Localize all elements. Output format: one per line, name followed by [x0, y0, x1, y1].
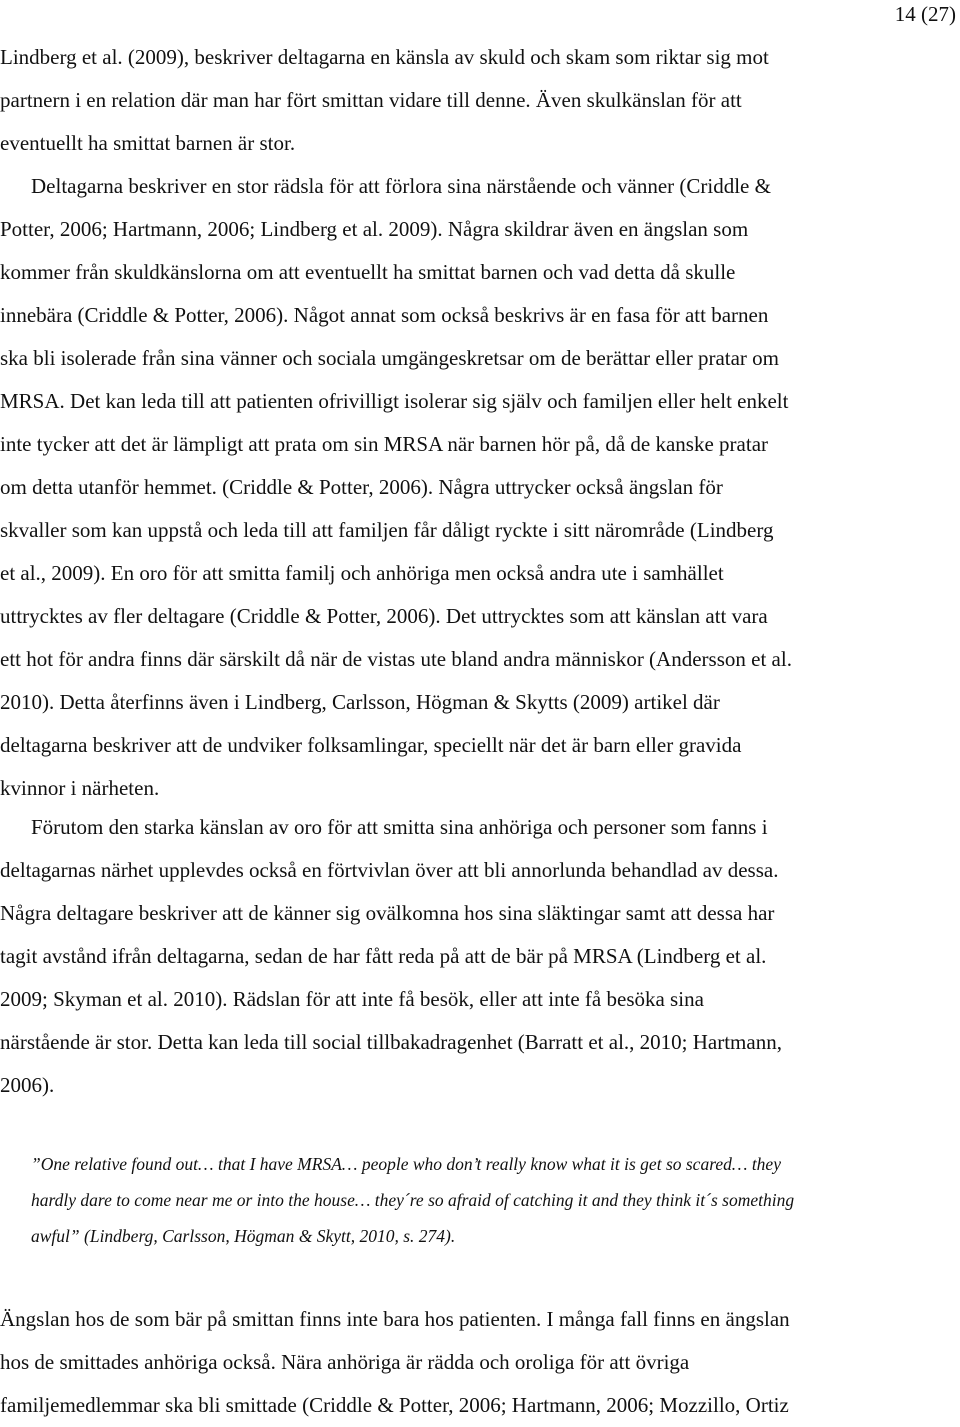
page-number: 14 (27): [894, 2, 956, 26]
text-line: et al., 2009). En oro för att smitta familj och anhöriga men också andra ute i samhället: [0, 561, 724, 585]
text-line: partnern i en relation där man har fört smittan vidare till denne. Även skulkänslan för att: [0, 88, 742, 112]
paragraph-2: [0, 165, 948, 810]
text-line: hos de smittades anhöriga också. Nära anhöriga är rädda och oroliga för att övriga: [0, 1350, 690, 1374]
text-line: Ängslan hos de som bär på smittan finns inte bara hos patienten. I många fall finns en ängslan: [0, 1307, 790, 1331]
text-line: 2006).: [0, 1073, 55, 1097]
paragraph-4: [0, 1298, 948, 1427]
text-line: närstående är stor. Detta kan leda till social tillbakadragenhet (Barratt et al., 2010; Hartmann,: [0, 1030, 782, 1054]
quote-line: awful” (Lindberg, Carlsson, Högman & Skytt, 2010, s. 274).: [31, 1226, 456, 1246]
text-line: Lindberg et al. (2009), beskriver deltagarna en känsla av skuld och skam som riktar sig mot: [0, 45, 769, 69]
text-line: kvinnor i närheten.: [0, 776, 160, 800]
paragraph-1: [0, 36, 948, 165]
text-line: 2009; Skyman et al. 2010). Rädslan för att inte få besök, eller att inte få besöka sina: [0, 987, 704, 1011]
text-line: deltagarna beskriver att de undviker folksamlingar, speciellt när det är barn eller gravida: [0, 733, 742, 757]
text-line: eventuellt ha smittat barnen är stor.: [0, 131, 296, 155]
text-line: uttrycktes av fler deltagare (Criddle & Potter, 2006). Det uttrycktes som att känslan att vara: [0, 604, 768, 628]
text-line: familjemedlemmar ska bli smittade (Criddle & Potter, 2006; Hartmann, 2006; Mozzillo, Ortiz: [0, 1393, 789, 1417]
text-line: innebära (Criddle & Potter, 2006). Något annat som också beskrivs är en fasa för att barnen: [0, 303, 769, 327]
text-line: om detta utanför hemmet. (Criddle & Potter, 2006). Några uttrycker också ängslan för: [0, 475, 723, 499]
text-line: skvaller som kan uppstå och leda till att familjen får dåligt ryckte i sitt närområde (Lindberg: [0, 518, 774, 542]
text-line: Potter, 2006; Hartmann, 2006; Lindberg et al. 2009). Några skildrar även en ängslan som: [0, 217, 749, 241]
text-line: MRSA. Det kan leda till att patienten ofrivilligt isolerar sig själv och familjen eller helt enkelt: [0, 389, 789, 413]
quote-line: hardly dare to come near me or into the house… they´re so afraid of catching it and they think it´s something: [31, 1190, 795, 1210]
text-line: Deltagarna beskriver en stor rädsla för att förlora sina närstående och vänner (Criddle &: [31, 174, 771, 198]
quote-line: ”One relative found out… that I have MRSA… people who don’t really know what it is get so scared… they: [31, 1154, 781, 1174]
text-line: tagit avstånd ifrån deltagarna, sedan de har fått reda på att de bär på MRSA (Lindberg et al.: [0, 944, 767, 968]
text-line: inte tycker att det är lämpligt att prata om sin MRSA när barnen hör på, då de kanske pratar: [0, 432, 769, 456]
text-line: deltagarnas närhet upplevdes också en förtvivlan över att bli annorlunda behandlad av dessa.: [0, 858, 779, 882]
block-quote: [31, 1146, 941, 1254]
text-line: Några deltagare beskriver att de känner sig ovälkomna hos sina släktingar samt att dessa har: [0, 901, 775, 925]
paragraph-3: [0, 806, 948, 1107]
text-line: 2010). Detta återfinns även i Lindberg, Carlsson, Högman & Skytts (2009) artikel där: [0, 690, 720, 714]
text-line: kommer från skuldkänslorna om att eventuellt ha smittat barnen och vad detta då skulle: [0, 260, 736, 284]
text-line: ska bli isolerade från sina vänner och sociala umgängeskretsar om de berättar eller pratar om: [0, 346, 780, 370]
text-line: Förutom den starka känslan av oro för att smitta sina anhöriga och personer som fanns i: [31, 815, 768, 839]
text-line: ett hot för andra finns där särskilt då när de vistas ute bland andra människor (Andersson et al.: [0, 647, 792, 671]
